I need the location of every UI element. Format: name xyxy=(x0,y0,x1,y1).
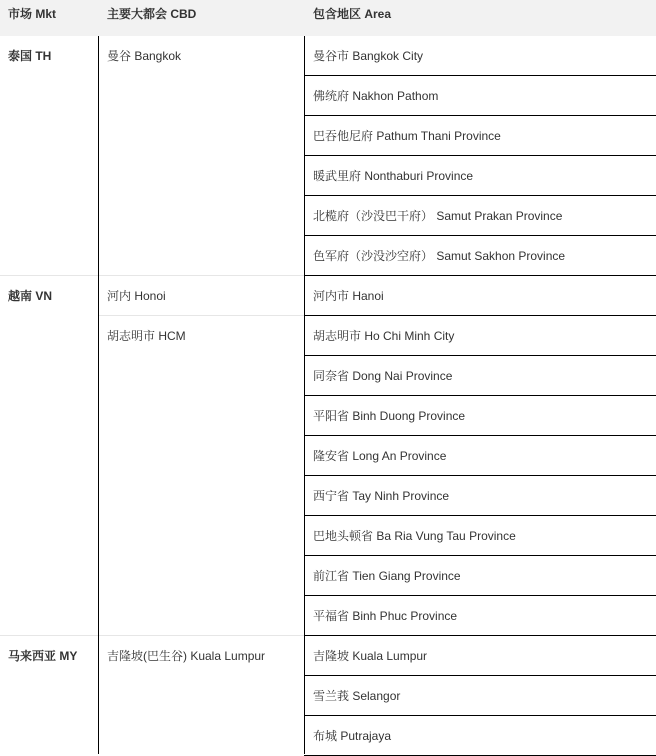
area-row-divider xyxy=(304,675,656,676)
header-market: 市场 Mkt xyxy=(8,7,57,21)
area-row-divider xyxy=(304,115,656,116)
area-row-divider xyxy=(304,155,656,156)
header-area: 包含地区 Area xyxy=(313,7,392,21)
area-row-divider xyxy=(304,715,656,716)
area-row-divider xyxy=(304,355,656,356)
area-row-divider xyxy=(304,195,656,196)
area-row-divider xyxy=(304,635,656,636)
table-header xyxy=(0,0,656,36)
area-row-divider xyxy=(304,435,656,436)
area-row-divider xyxy=(304,275,656,276)
market-cell: 泰国 TH xyxy=(8,49,52,63)
cbd-cell: 吉隆坡(巴生谷) Kuala Lumpur xyxy=(107,649,266,663)
area-cell: 北榄府（沙没巴干府） Samut Prakan Province xyxy=(313,209,563,223)
area-row-divider xyxy=(304,75,656,76)
area-cell: 前江省 Tien Giang Province xyxy=(313,569,461,583)
area-cell: 巴地头顿省 Ba Ria Vung Tau Province xyxy=(313,529,516,543)
cbd-cell: 胡志明市 HCM xyxy=(107,329,186,343)
area-cell: 雪兰莪 Selangor xyxy=(313,689,401,703)
area-cell: 布城 Putrajaya xyxy=(313,729,392,743)
column-rule-left xyxy=(98,36,99,754)
area-cell: 曼谷市 Bangkok City xyxy=(313,49,424,63)
area-cell: 河内市 Hanoi xyxy=(313,289,384,303)
market-row-divider xyxy=(0,275,304,276)
cbd-cell: 河内 Honoi xyxy=(107,289,166,303)
area-cell: 色军府（沙没沙空府） Samut Sakhon Province xyxy=(313,249,566,263)
area-row-divider xyxy=(304,515,656,516)
area-row-divider xyxy=(304,395,656,396)
area-cell: 吉隆坡 Kuala Lumpur xyxy=(313,649,428,663)
market-cell: 越南 VN xyxy=(8,289,53,303)
area-row-divider xyxy=(304,475,656,476)
cbd-row-divider xyxy=(99,315,304,316)
area-cell: 巴吞他尼府 Pathum Thani Province xyxy=(313,129,501,143)
area-row-divider xyxy=(304,235,656,236)
area-cell: 胡志明市 Ho Chi Minh City xyxy=(313,329,455,343)
area-cell: 平福省 Binh Phuc Province xyxy=(313,609,458,623)
market-row-divider xyxy=(0,635,304,636)
cbd-cell: 曼谷 Bangkok xyxy=(107,49,182,63)
area-cell: 隆安省 Long An Province xyxy=(313,449,447,463)
column-rule-right xyxy=(304,36,305,754)
area-cell: 佛统府 Nakhon Pathom xyxy=(313,89,439,103)
area-cell: 西宁省 Tay Ninh Province xyxy=(313,489,450,503)
area-cell: 暖武里府 Nonthaburi Province xyxy=(313,169,474,183)
area-cell: 平阳省 Binh Duong Province xyxy=(313,409,466,423)
area-row-divider xyxy=(304,595,656,596)
area-row-divider xyxy=(304,555,656,556)
header-cbd: 主要大都会 CBD xyxy=(107,7,197,21)
market-cell: 马来西亚 MY xyxy=(8,649,78,663)
area-cell: 同奈省 Dong Nai Province xyxy=(313,369,453,383)
area-row-divider xyxy=(304,315,656,316)
